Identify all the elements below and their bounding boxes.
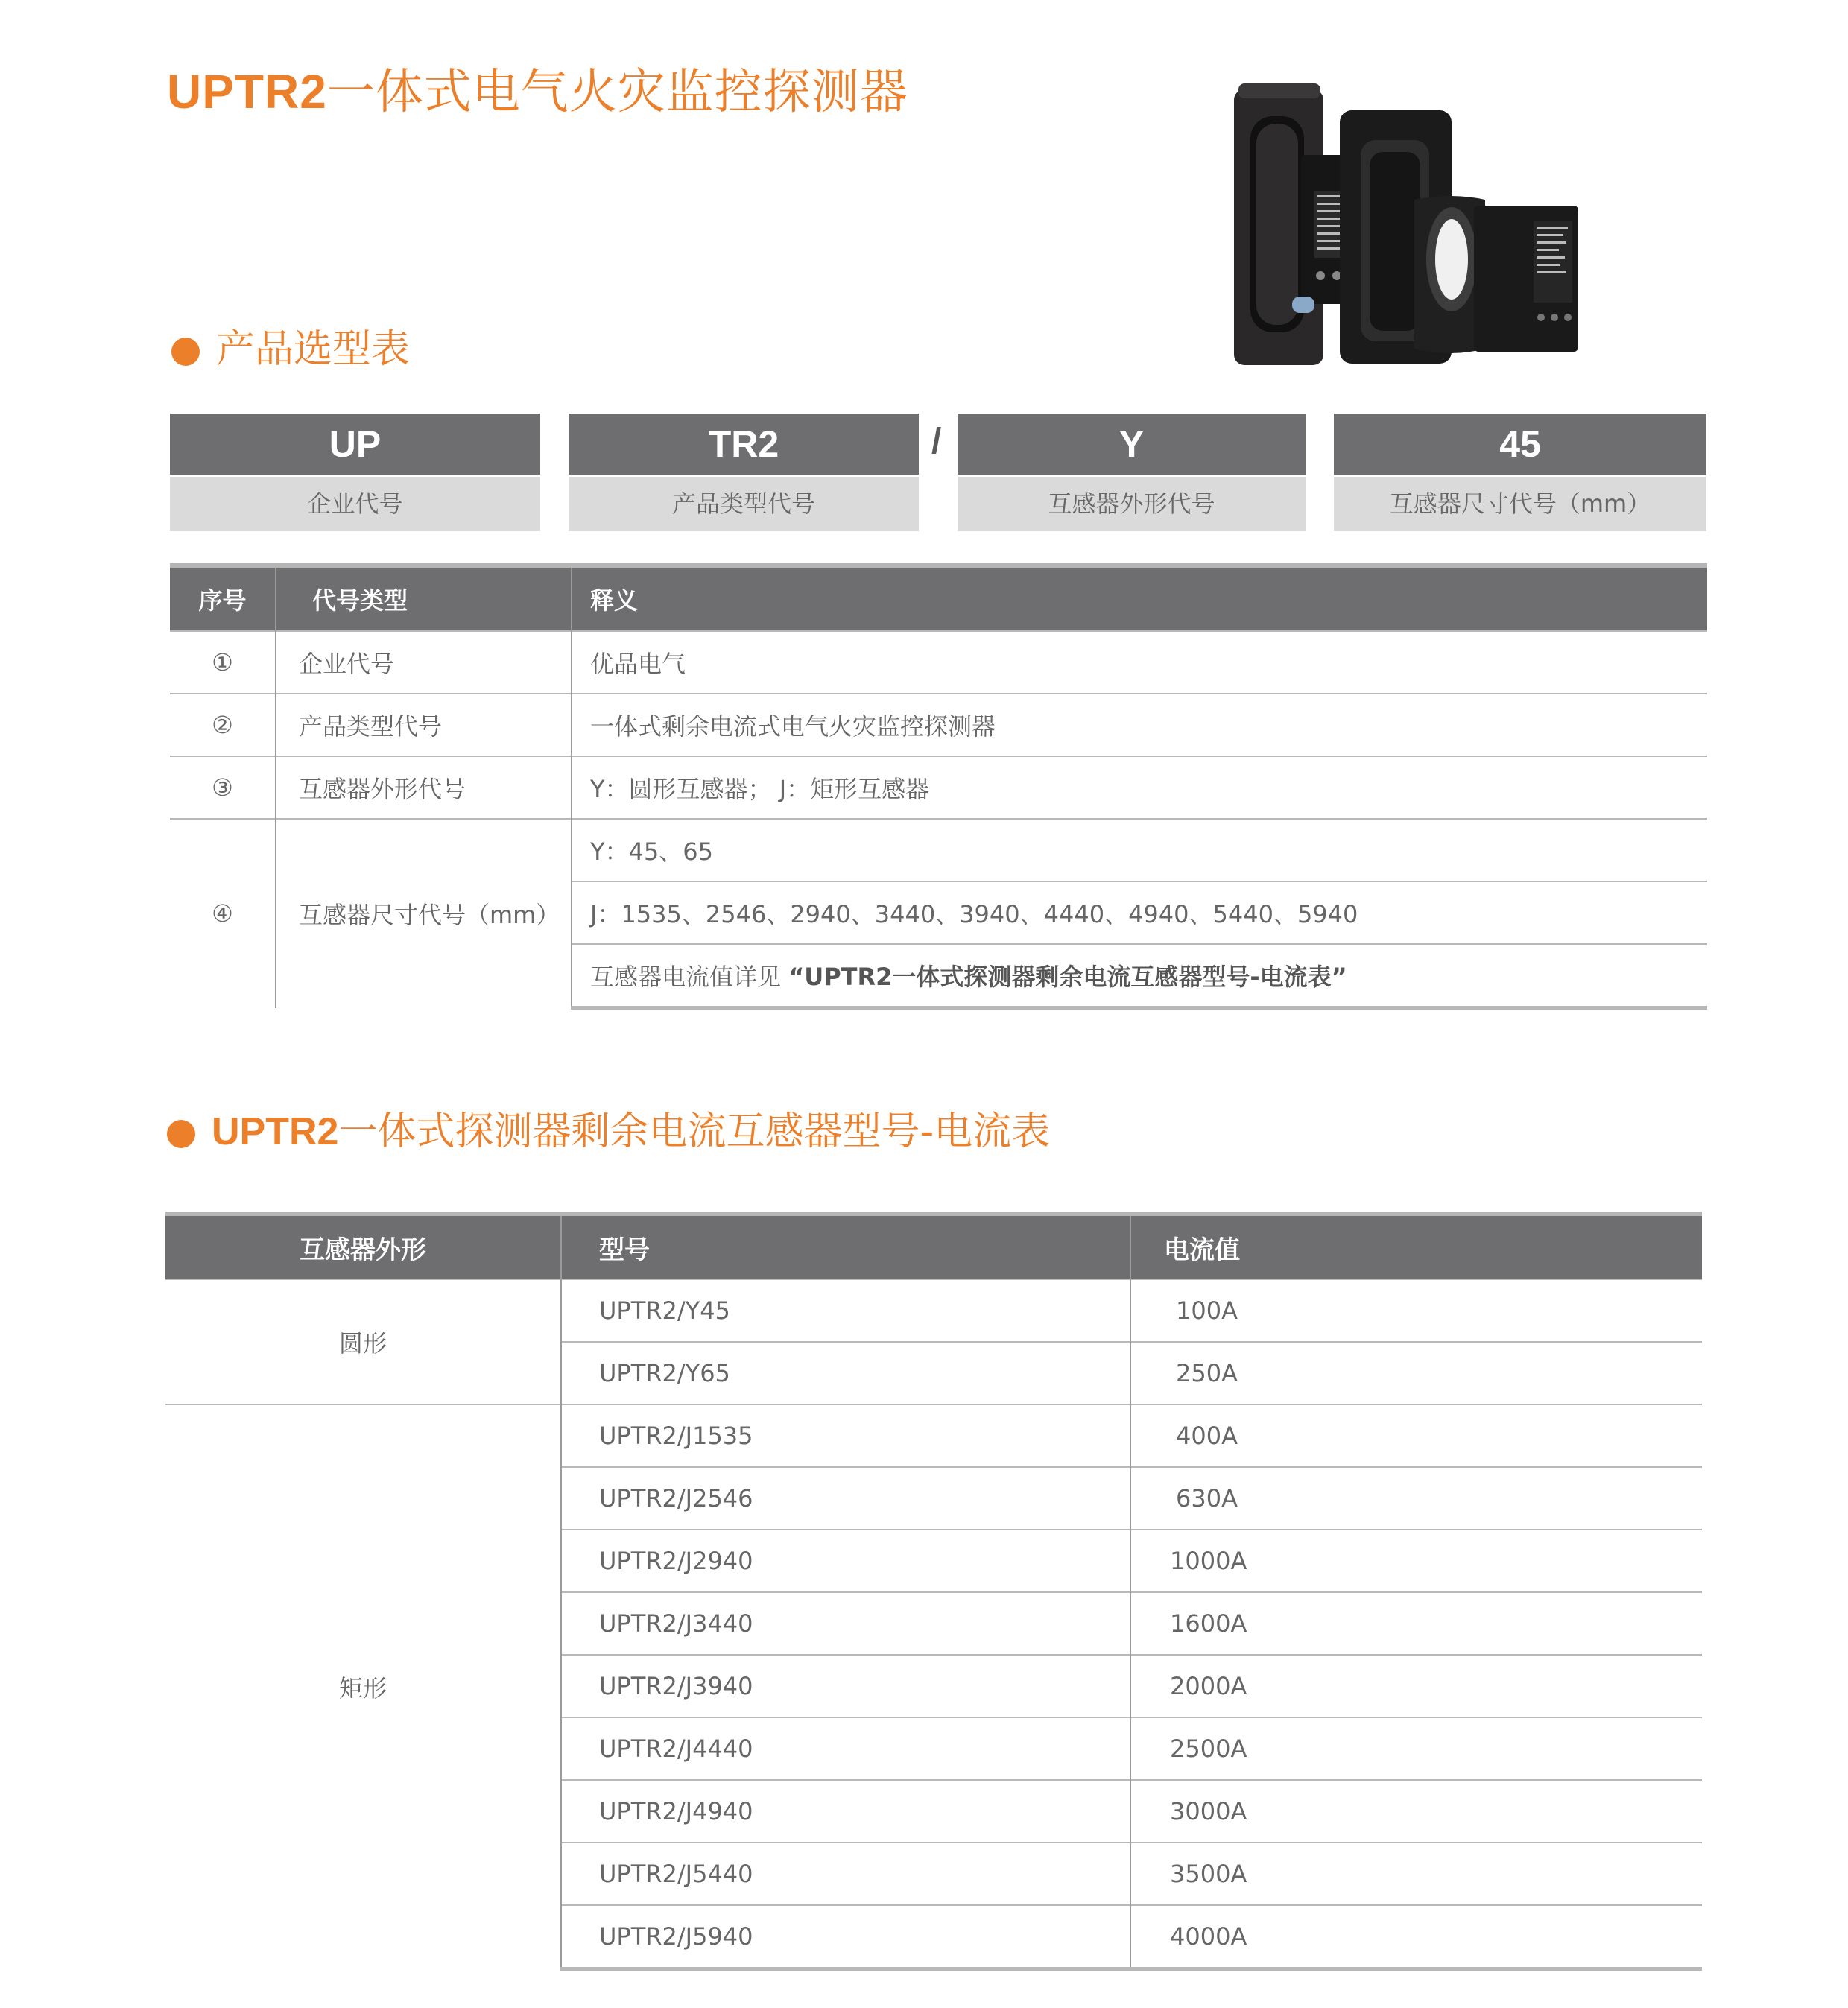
header-current: 电流值 (1130, 1214, 1702, 1279)
table-row (170, 631, 1707, 694)
table-header-row (170, 566, 1707, 631)
code-box-size (1334, 414, 1706, 529)
row-meaning-rect: J：1535、2546、2940、3440、3940、4440、4940、5440、5940 (572, 881, 1707, 944)
section-label: 一体式探测器剩余电流互感器型号-电流表 (338, 1109, 1051, 1154)
row-type: 企业代号 (276, 631, 572, 694)
code-box-company (170, 414, 540, 529)
title-model: UPTR2 (167, 65, 327, 118)
bullet-icon (171, 338, 200, 366)
code-desc: 互感器尺寸代号（mm） (1334, 477, 1706, 531)
table-row (170, 819, 1707, 881)
header-no: 序号 (170, 566, 276, 631)
current-cell: 3000A (1130, 1780, 1702, 1843)
table-row (170, 694, 1707, 756)
row-meaning: 一体式剩余电流式电气火灾监控探测器 (572, 694, 1707, 756)
row-type: 互感器尺寸代号（mm） (276, 819, 572, 1008)
table-row (165, 1404, 1702, 1467)
current-cell: 250A (1130, 1342, 1702, 1404)
current-cell: 630A (1130, 1467, 1702, 1530)
current-cell: 100A (1130, 1279, 1702, 1342)
code-separator: / (931, 422, 942, 461)
header-model: 型号 (561, 1214, 1130, 1279)
model-cell: UPTR2/J3440 (561, 1592, 1130, 1655)
model-cell: UPTR2/J1535 (561, 1404, 1130, 1467)
model-cell: UPTR2/J4940 (561, 1780, 1130, 1843)
header-code-type: 代号类型 (276, 566, 572, 631)
header-shape: 互感器外形 (165, 1214, 561, 1279)
code-value: UP (170, 414, 540, 475)
current-cell: 2000A (1130, 1655, 1702, 1717)
code-value: TR2 (569, 414, 919, 475)
page-title (167, 54, 908, 122)
table-header-row (165, 1214, 1702, 1279)
header-meaning: 释义 (572, 566, 1707, 631)
current-cell: 400A (1130, 1404, 1702, 1467)
shape-cell: 圆形 (165, 1279, 561, 1404)
current-table (165, 1212, 1702, 1971)
row-no: ④ (170, 819, 276, 1008)
model-cell: UPTR2/J3940 (561, 1655, 1130, 1717)
section-heading-selection (171, 317, 410, 373)
code-box-product-type (569, 414, 919, 529)
code-desc: 企业代号 (170, 477, 540, 531)
model-cell: UPTR2/J5940 (561, 1905, 1130, 1969)
current-cell: 1000A (1130, 1530, 1702, 1592)
code-desc: 产品类型代号 (569, 477, 919, 531)
model-cell: UPTR2/J2546 (561, 1467, 1130, 1530)
table-row (165, 1279, 1702, 1342)
reference-title: “UPTR2一体式探测器剩余电流互感器型号-电流表” (788, 963, 1347, 991)
table-row (170, 756, 1707, 819)
row-meaning: Y：圆形互感器； J：矩形互感器 (572, 756, 1707, 819)
section-model: UPTR2 (212, 1110, 339, 1153)
row-meaning-round: Y：45、65 (572, 819, 1707, 881)
model-cell: UPTR2/J2940 (561, 1530, 1130, 1592)
row-meaning: 优品电气 (572, 631, 1707, 694)
row-type: 互感器外形代号 (276, 756, 572, 819)
shape-cell: 矩形 (165, 1404, 561, 1969)
current-cell: 3500A (1130, 1843, 1702, 1905)
bullet-icon (167, 1120, 195, 1148)
product-image (1228, 80, 1586, 371)
code-box-shape (958, 414, 1306, 529)
row-no: ③ (170, 756, 276, 819)
current-cell: 1600A (1130, 1592, 1702, 1655)
model-cell: UPTR2/J4440 (561, 1717, 1130, 1780)
model-cell: UPTR2/Y45 (561, 1279, 1130, 1342)
section-label: 产品选型表 (216, 327, 411, 372)
code-value: Y (958, 414, 1306, 475)
section-heading-current-table (167, 1100, 1050, 1156)
row-type: 产品类型代号 (276, 694, 572, 756)
code-value: 45 (1334, 414, 1706, 475)
title-text: 一体式电气火灾监控探测器 (326, 65, 908, 120)
row-meaning-reference (572, 944, 1707, 1008)
model-cell: UPTR2/Y65 (561, 1342, 1130, 1404)
code-definition-table (170, 563, 1707, 1010)
code-desc: 互感器外形代号 (958, 477, 1306, 531)
row-no: ① (170, 631, 276, 694)
reference-prefix: 互感器电流值详见 (590, 963, 789, 991)
current-cell: 2500A (1130, 1717, 1702, 1780)
model-cell: UPTR2/J5440 (561, 1843, 1130, 1905)
current-cell: 4000A (1130, 1905, 1702, 1969)
row-no: ② (170, 694, 276, 756)
